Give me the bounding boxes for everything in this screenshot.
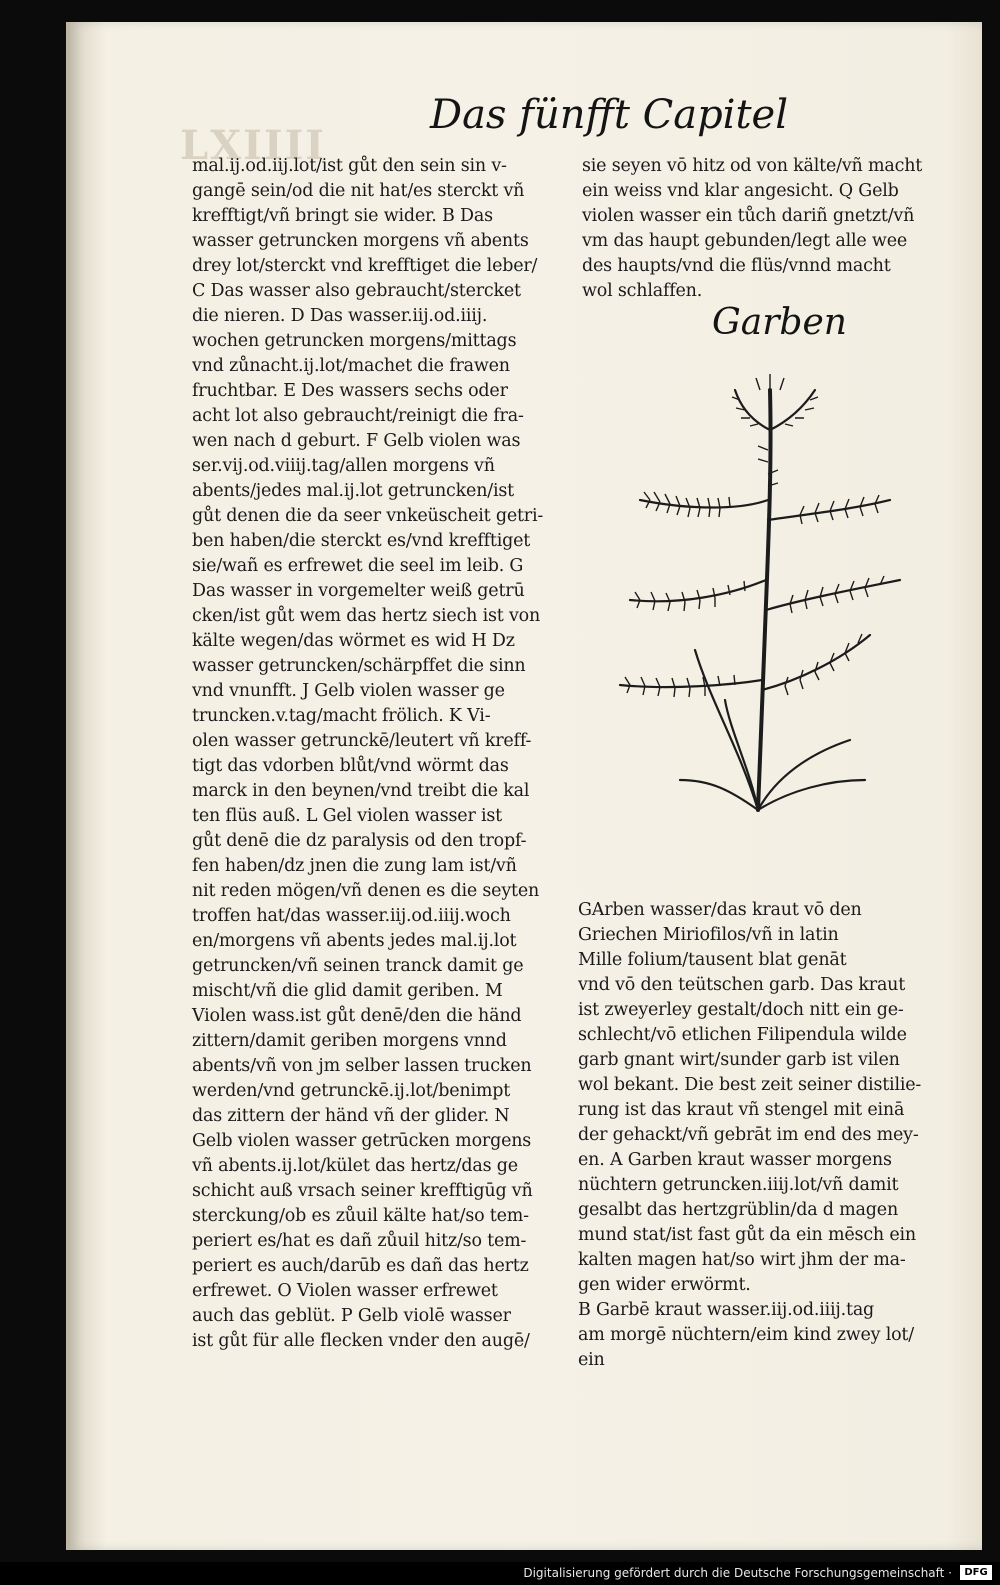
yarrow-plant-illustration [600, 350, 940, 820]
right-column-bottom [578, 898, 963, 1373]
text-line: erfrewet. O Violen wasser erfrewet [192, 1281, 498, 1301]
text-line: olen wasser getrunckē/leutert vñ kreff- [192, 731, 532, 751]
plant-title: Garben [712, 302, 847, 343]
text-line: kalten magen hat/so wirt jhm der ma- [578, 1250, 906, 1270]
text-line: nit reden mögen/vñ denen es die seyten [192, 881, 540, 901]
text-line: wochen getruncken morgens/mittags [192, 331, 517, 351]
left-column [192, 154, 567, 1354]
text-line: periert es auch/darūb es dañ das hertz [192, 1256, 529, 1276]
right-column-top [582, 154, 962, 304]
text-line: marck in den beynen/vnd treibt die kal [192, 781, 530, 801]
text-line: ein weiss vnd klar angesicht. Q Gelb [582, 181, 899, 201]
text-line: gesalbt das hertzgrüblin/da d magen [578, 1200, 899, 1220]
text-line: gůt denen die da seer vnkeüscheit getri- [192, 506, 544, 526]
text-line: werden/vnd getrunckē.ij.lot/benimpt [192, 1081, 511, 1101]
text-line: fruchtbar. E Des wassers sechs oder [192, 381, 508, 401]
text-line: mal.ij.od.iij.lot/ist gůt den sein sin v- [192, 156, 507, 176]
text-line: der gehackt/vñ gebrāt im end des mey- [578, 1125, 919, 1145]
text-line: mund stat/ist fast gůt da ein mēsch ein [578, 1225, 916, 1245]
text-line: wasser getruncken morgens vñ abents [192, 231, 529, 251]
text-line: getruncken/vñ seinen tranck damit ge [192, 956, 524, 976]
text-line: Das wasser in vorgemelter weiß getrū [192, 581, 525, 601]
text-line: ein [578, 1350, 605, 1370]
text-line: wol bekant. Die best zeit seiner distilie- [578, 1075, 922, 1095]
text-line: GArben wasser/das kraut vō den [578, 900, 862, 920]
text-line: sie/wañ es erfrewet die seel im leib. G [192, 556, 524, 576]
text-line: B Garbē kraut wasser.iij.od.iiij.tag [578, 1300, 875, 1320]
text-line: rung ist das kraut vñ stengel mit einā [578, 1100, 905, 1120]
text-line: sterckung/ob es zůuil kälte hat/so tem- [192, 1206, 529, 1226]
text-line: krefftigt/vñ bringt sie wider. B Das [192, 206, 493, 226]
text-line: tigt das vdorben blůt/vnd wörmt das [192, 756, 509, 776]
text-line: am morgē nüchtern/eim kind zwey lot/ [578, 1325, 914, 1345]
text-line: gangē sein/od die nit hat/es sterckt vñ [192, 181, 525, 201]
text-line: abents/vñ von jm selber lassen trucken [192, 1056, 532, 1076]
text-line: drey lot/sterckt vnd krefftiget die leber/ [192, 256, 538, 276]
text-line: schicht auß vrsach seiner krefftigūg vñ [192, 1181, 533, 1201]
text-line: vnd zůnacht.ij.lot/machet die frawen [192, 356, 510, 376]
dfg-logo: DFG [960, 1565, 992, 1580]
text-line: acht lot also gebraucht/reinigt die fra- [192, 406, 524, 426]
text-line: fen haben/dz jnen die zung lam ist/vñ [192, 856, 517, 876]
text-line: wen nach d geburt. F Gelb violen was [192, 431, 521, 451]
bleed-through-text: LXIIII [180, 122, 327, 169]
text-line: ist zweyerley gestalt/doch nitt ein ge- [578, 1000, 904, 1020]
text-line: vnd vnunfft. J Gelb violen wasser ge [192, 681, 505, 701]
text-line: cken/ist gůt wem das hertz siech ist von [192, 606, 541, 626]
text-line: violen wasser ein tůch dariñ gnetzt/vñ [582, 206, 915, 226]
text-line: die nieren. D Das wasser.iij.od.iiij. [192, 306, 488, 326]
text-line: wasser getruncken/schärpffet die sinn [192, 656, 526, 676]
text-line: sie seyen vō hitz od von kälte/vñ macht [582, 156, 923, 176]
text-line: ben haben/die sterckt es/vnd krefftiget [192, 531, 531, 551]
text-line: nüchtern getruncken.iiij.lot/vñ damit [578, 1175, 899, 1195]
text-line: Gelb violen wasser getrūcken morgens [192, 1131, 532, 1151]
chapter-heading: Das fünfft Capitel [430, 92, 789, 138]
text-line: schlecht/vō etlichen Filipendula wilde [578, 1025, 907, 1045]
text-line: wol schlaffen. [582, 281, 703, 301]
text-line: abents/jedes mal.ij.lot getruncken/ist [192, 481, 514, 501]
text-line: kälte wegen/das wörmet es wid H Dz [192, 631, 515, 651]
text-line: C Das wasser also gebraucht/stercket [192, 281, 521, 301]
text-line: garb gnant wirt/sunder garb ist vilen [578, 1050, 900, 1070]
text-line: zittern/damit geriben morgens vnnd [192, 1031, 507, 1051]
text-line: troffen hat/das wasser.iij.od.iiij.woch [192, 906, 511, 926]
text-line: auch das geblüt. P Gelb violē wasser [192, 1306, 511, 1326]
text-line: en. A Garben kraut wasser morgens [578, 1150, 892, 1170]
text-line: gen wider erwörmt. [578, 1275, 751, 1295]
text-line: gůt denē die dz paralysis od den tropf- [192, 831, 527, 851]
text-line: mischt/vñ die glid damit geriben. M [192, 981, 503, 1001]
text-line: ser.vij.od.viiij.tag/allen morgens vñ [192, 456, 495, 476]
text-line: vm das haupt gebunden/legt alle wee [582, 231, 908, 251]
text-line: ist gůt für alle flecken vnder den augē/ [192, 1331, 530, 1351]
text-line: Mille folium/tausent blat genāt [578, 950, 847, 970]
text-line: Griechen Miriofilos/vñ in latin [578, 925, 839, 945]
text-line: vñ abents.ij.lot/kület das hertz/das ge [192, 1156, 518, 1176]
footer-credit: Digitalisierung gefördert durch die Deutsche Forschungsgemeinschaft · [523, 1566, 952, 1580]
text-line: truncken.v.tag/macht frölich. K Vi- [192, 706, 491, 726]
text-line: vnd vō den teütschen garb. Das kraut [578, 975, 906, 995]
text-line: das zittern der händ vñ der glider. N [192, 1106, 510, 1126]
text-line: ten flüs auß. L Gel violen wasser ist [192, 806, 502, 826]
text-line: Violen wass.ist gůt denē/den die händ [192, 1006, 522, 1026]
text-line: en/morgens vñ abents jedes mal.ij.lot [192, 931, 517, 951]
text-line: des haupts/vnd die flüs/vnnd macht [582, 256, 891, 276]
text-line: periert es/hat es dañ zůuil hitz/so tem- [192, 1231, 527, 1251]
